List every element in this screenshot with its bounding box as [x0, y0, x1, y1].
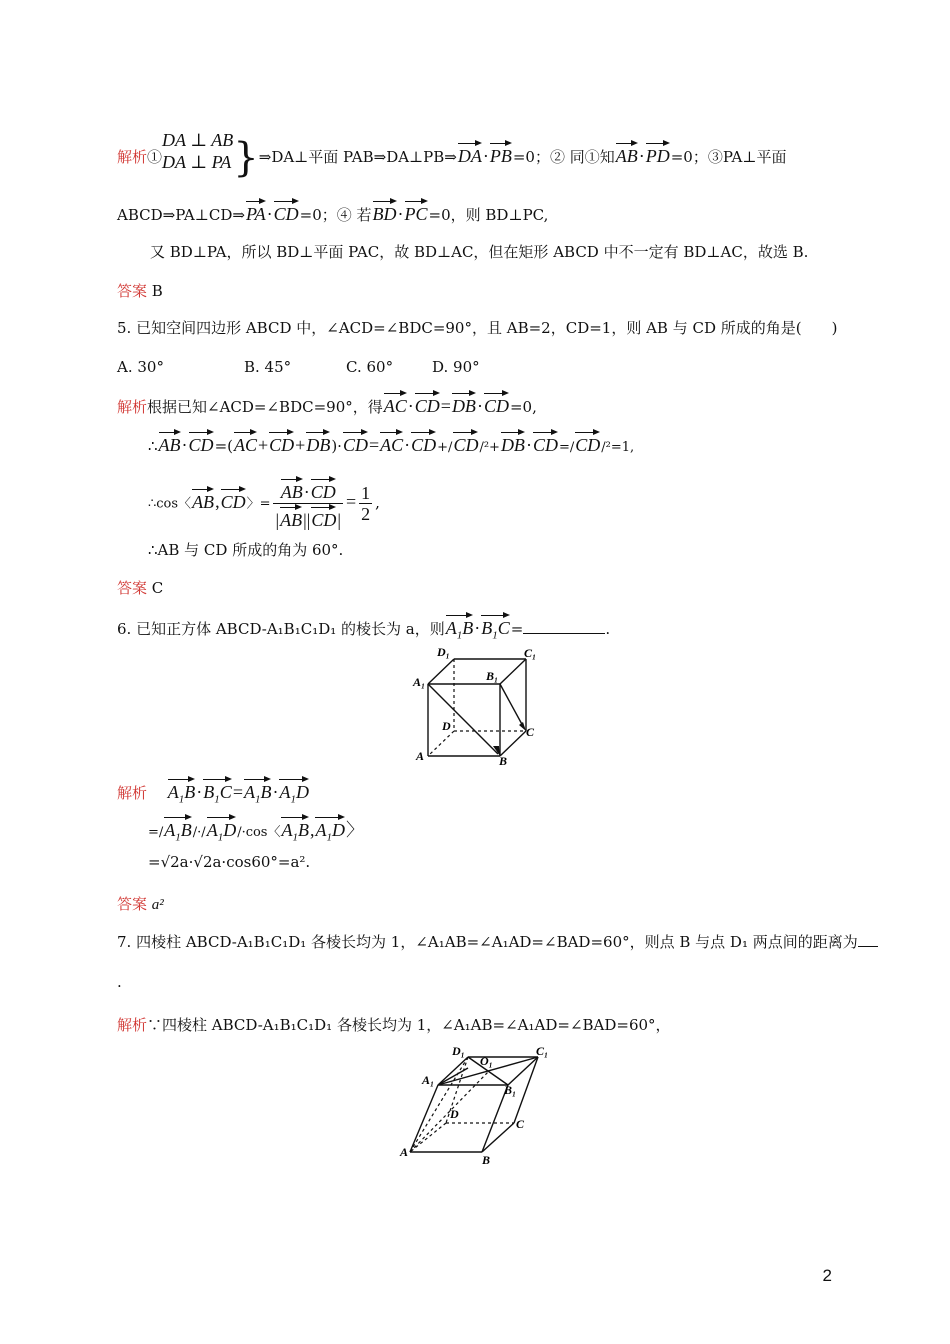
- analysis-label: 解析: [117, 1016, 148, 1034]
- text: ·: [181, 435, 188, 455]
- text: .: [605, 620, 611, 638]
- text: =0；② 同①知: [512, 148, 615, 166]
- text: =: [510, 620, 524, 638]
- option-c: C. 60°: [346, 358, 394, 376]
- q6-answer: [117, 894, 164, 915]
- vector-CD: CD: [274, 198, 299, 224]
- text: =/: [558, 440, 575, 455]
- vector-A1D: $A_1D$: [315, 814, 345, 848]
- text: ∴: [148, 437, 158, 455]
- label-A1: A₁: [413, 675, 426, 689]
- vector-A1B: $A_1B$: [164, 814, 192, 848]
- text: =: [345, 491, 357, 512]
- text: |: [337, 510, 341, 530]
- cube-figure: [410, 642, 550, 770]
- text: +/: [437, 440, 453, 455]
- label-D: D: [442, 719, 451, 733]
- text: 6. 已知正方体 ABCD-A₁B₁C₁D₁ 的棱长为 a，则: [117, 620, 445, 638]
- vector-CD: CD: [221, 486, 246, 512]
- q7-stem: [117, 932, 878, 952]
- vector-CD: CD: [453, 429, 478, 455]
- label-C: C: [526, 725, 535, 739]
- text: 根据已知∠ACD=∠BDC=90°，得: [147, 398, 383, 416]
- vector-DA: DA: [458, 140, 482, 166]
- text: ABCD⇒PA⊥CD⇒: [117, 206, 245, 224]
- option-a: A. 30°: [117, 358, 164, 376]
- vector-PD: PD: [646, 140, 670, 166]
- vector-A1D: $A_1D$: [279, 776, 309, 810]
- vector-A1B: $A_1B$: [446, 612, 474, 646]
- text: /²=1,: [601, 440, 635, 455]
- vector-AB: AB: [159, 429, 181, 455]
- q6-solution-line1: 解析 $A_1B\cdot B_1C=A_1B\cdot A_1D$: [117, 776, 310, 810]
- q5-stem: 5. 已知空间四边形 ABCD 中，∠ACD=∠BDC=90°，且 AB=2，CD=1，则 AB 与 CD 所成的角是( ): [117, 319, 838, 337]
- label-D1: D₁: [452, 1044, 465, 1058]
- text: )·: [331, 437, 342, 455]
- analysis-label: 解析: [117, 148, 148, 166]
- text: ⇒DA⊥平面 PAB⇒DA⊥PB⇒: [258, 148, 457, 166]
- answer-blank: [858, 932, 878, 947]
- vector-AB: AB: [192, 486, 214, 512]
- q4-solution-line2: ABCD⇒PA⊥CD⇒PA·CD=0；④ 若BD·PC=0，则 BD⊥PC,: [117, 198, 548, 225]
- text: =/: [148, 825, 164, 840]
- answer-label: 答案: [117, 282, 148, 300]
- text: =0；③PA⊥平面: [670, 148, 787, 166]
- vector-CD: CD: [189, 429, 214, 455]
- label-O1: O₁: [480, 1054, 493, 1068]
- q7-stem-tail: .: [117, 973, 122, 991]
- cos-fraction: $\frac{AB\cdot CD}{|AB||CD|}$: [273, 476, 342, 531]
- text: |: [275, 510, 280, 530]
- analysis-label: 解析: [117, 398, 148, 416]
- vector-DB: DB: [501, 429, 525, 455]
- label-A: A: [416, 749, 425, 763]
- page-number: 2: [822, 1266, 832, 1285]
- vector-A1B: $A_1B$: [168, 776, 196, 810]
- equation-system: [162, 129, 233, 173]
- option-d: D. 90°: [432, 358, 480, 376]
- label-B: B: [482, 1153, 491, 1167]
- vector-CD: CD: [484, 390, 509, 416]
- q5-solution-line2: ∴AB·CD=(AC+CD+DB)·CD=AC·CD+/CD/²+DB·CD=/CD/²=1,: [148, 429, 634, 458]
- text: 2: [361, 504, 371, 524]
- q7-solution-line1: [117, 1015, 671, 1035]
- text: =: [368, 435, 380, 455]
- answer-value: a²: [151, 897, 164, 913]
- q6-stem: 6. 已知正方体 ABCD-A₁B₁C₁D₁ 的棱长为 a，则$A_1B\cdot B_1C=$ .: [117, 612, 610, 646]
- text: 1: [361, 483, 371, 503]
- vector-AB: AB: [280, 504, 302, 530]
- q5-solution-line1: 解析根据已知∠ACD=∠BDC=90°，得AC·CD=DB·CD=0,: [117, 390, 537, 417]
- answer-label: 答案: [117, 579, 148, 597]
- q4-solution-line3: 又 BD⊥PA，所以 BD⊥平面 PAC，故 BD⊥AC，但在矩形 ABCD 中不一定有 BD⊥AC，故选 B.: [150, 243, 809, 261]
- vector-BD: BD: [373, 198, 397, 224]
- vector-DB: DB: [306, 429, 330, 455]
- vector-CD: CD: [311, 476, 336, 502]
- label-B1: B₁: [504, 1083, 517, 1097]
- analysis-label: 解析: [117, 784, 148, 802]
- label-C1: C₁: [536, 1044, 549, 1058]
- answer-blank: [523, 619, 605, 634]
- text: 7. 四棱柱 ABCD-A₁B₁C₁D₁ 各棱长均为 1，∠A₁AB=∠A₁AD=∠BAD=60°，则点 B 与点 D₁ 两点间的距离为: [117, 933, 858, 951]
- vector-CD: CD: [269, 429, 294, 455]
- vector-AB: AB: [616, 140, 638, 166]
- label-D: D: [450, 1107, 459, 1121]
- vector-A1B: $A_1B$: [281, 814, 309, 848]
- vector-PC: PC: [405, 198, 428, 224]
- vector-CD: CD: [533, 429, 558, 455]
- text: /·cos〈: [237, 825, 281, 840]
- vector-AC: AC: [380, 429, 403, 455]
- answer-label: 答案: [117, 895, 148, 913]
- label-B1: B₁: [486, 669, 499, 683]
- text: 〉=: [246, 496, 271, 512]
- vector-A1D: $A_1D$: [207, 814, 237, 848]
- vector-A1B: $A_1B$: [244, 776, 272, 810]
- vector-DB: DB: [452, 390, 476, 416]
- q4-solution-line1: 解析① DA ⊥ AB DA ⊥ PA }⇒DA⊥平面 PAB⇒DA⊥PB⇒DA·PB=0；② 同①知AB·PD=0；③PA⊥平面: [117, 130, 787, 181]
- prism-figure: [398, 1040, 558, 1168]
- option-b: B. 45°: [244, 358, 292, 376]
- label-C: C: [516, 1117, 525, 1131]
- vector-PA: PA: [246, 198, 266, 224]
- brace: }: [233, 135, 259, 181]
- vector-B1C: $B_1C$: [203, 776, 232, 810]
- text: =0,: [509, 398, 537, 416]
- vector-AC: AC: [234, 429, 257, 455]
- text: ,: [375, 493, 380, 512]
- vector-CD: CD: [415, 390, 440, 416]
- vector-PB: PB: [490, 140, 512, 166]
- text: ∵四棱柱 ABCD-A₁B₁C₁D₁ 各棱长均为 1，∠A₁AB=∠A₁AD=∠BAD=60°，: [147, 1016, 671, 1034]
- label-A1: A₁: [422, 1073, 435, 1087]
- answer-value: C: [151, 579, 164, 597]
- vector-CD: CD: [411, 429, 436, 455]
- answer-value: B: [151, 282, 163, 300]
- text: /²+: [479, 440, 500, 455]
- sys-bot: DA ⊥ PA: [162, 152, 232, 172]
- circle-1: ①: [147, 148, 163, 166]
- q5-answer: [117, 578, 163, 598]
- q6-solution-line3: =√2a·√2a·cos60°=a².: [148, 853, 311, 871]
- label-C1: C₁: [524, 646, 537, 660]
- text: =(: [214, 437, 233, 455]
- q4-answer: [117, 281, 163, 301]
- q5-solution-line4: ∴AB 与 CD 所成的角为 60°.: [148, 541, 344, 559]
- label-B: B: [499, 754, 508, 768]
- text: =0，则 BD⊥PC,: [428, 206, 549, 224]
- text: /·/: [192, 825, 206, 840]
- label-D1: D₁: [437, 645, 450, 659]
- text: =0；④ 若: [299, 206, 372, 224]
- vector-B1C: $B_1C$: [481, 612, 510, 646]
- label-A: A: [400, 1145, 409, 1159]
- vector-AC: AC: [384, 390, 407, 416]
- q5-solution-line3: ∴cos〈AB,CD〉= $\frac{AB\cdot CD}{|AB||CD|}$ = $\frac{1}{2}$ ,: [148, 476, 380, 531]
- text: ∴cos〈: [148, 496, 192, 512]
- one-half: [359, 483, 372, 524]
- q6-solution-line2: $=/A_1B/\cdot/A_1D/\cdot\cos$〈$A_1B,A_1D$〉: [148, 814, 364, 848]
- q5-options: [117, 357, 480, 377]
- vector-CD: CD: [343, 429, 368, 455]
- vector-AB: AB: [281, 476, 303, 502]
- vector-CD: CD: [311, 504, 336, 530]
- sys-top: DA ⊥ AB: [162, 130, 234, 150]
- vector-CD: CD: [575, 429, 600, 455]
